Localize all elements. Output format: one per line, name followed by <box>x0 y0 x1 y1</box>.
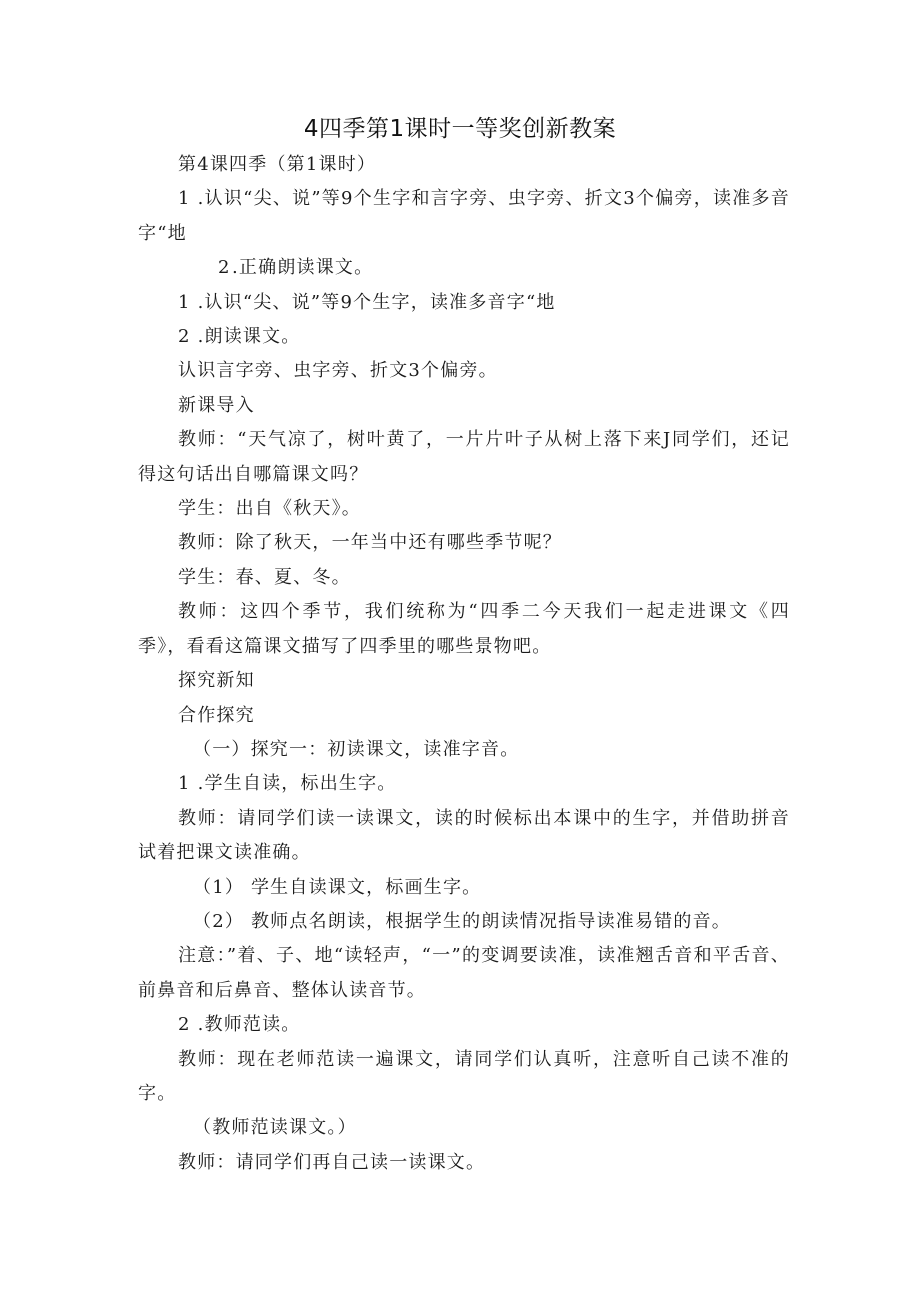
lesson-heading: 第4课四季（第1课时） <box>178 154 377 175</box>
dialogue-paragraph: 教师：“天气凉了，树叶黄了，一片片叶子从树上落下来J同学们，还记得这句话出自哪篇课文吗？ <box>138 429 790 485</box>
objective-2-text: .正确朗读课文。 <box>232 257 374 279</box>
dialogue-paragraph: 教师：请同学们再自己读一读课文。 <box>178 1151 486 1173</box>
section-heading-cooperate: 合作探究 <box>178 704 255 726</box>
step-item: （1） 学生自读课文，标画生字。 <box>193 876 482 898</box>
key-point-1: 1 .认识“尖、说”等9个生字，读准多音字“地 <box>178 291 556 313</box>
step-heading: 1 .学生自读，标出生字。 <box>178 773 397 795</box>
step-item: （2） 教师点名朗读，根据学生的朗读情况指导读准易错的音。 <box>193 910 731 932</box>
document-body <box>138 148 790 1180</box>
dialogue-paragraph: 教师：请同学们读一读课文，读的时候标出本课中的生字，并借助拼音试着把课文读准确。 <box>138 807 790 864</box>
dialogue-paragraph: 学生：出自《秋天》。 <box>178 498 361 520</box>
stage-direction: （教师范读课文。） <box>193 1117 357 1139</box>
dialogue-paragraph: 教师：这四个季节，我们统称为“四季二今天我们一起走进课文《四季》，看看这篇课文描写了四季里的哪些景物吧。 <box>138 601 790 657</box>
dialogue-paragraph: 学生：春、夏、冬。 <box>178 566 351 588</box>
document-title: 4四季第1课时一等奖创新教案 <box>303 116 617 142</box>
step-heading: 2 .教师范读。 <box>178 1014 301 1036</box>
dialogue-paragraph: 教师：除了秋天，一年当中还有哪些季节呢？ <box>178 532 562 554</box>
key-point-2: 2 .朗读课文。 <box>178 326 301 348</box>
section-heading-intro: 新课导入 <box>178 394 255 416</box>
note-paragraph: 注意：”着、子、地“读轻声，“一”的变调要读准，读准翘舌音和平舌音、前鼻音和后鼻音、整体认读音节。 <box>138 945 790 1001</box>
dialogue-paragraph: 教师：现在老师范读一遍课文，请同学们认真听，注意听自己读不准的字。 <box>138 1048 790 1104</box>
difficult-point: 认识言字旁、虫字旁、折文3个偏旁。 <box>178 360 498 382</box>
section-heading-explore: 探究新知 <box>178 670 255 692</box>
sub-section-heading: （一）探究一：初读课文，读准字音。 <box>193 738 520 760</box>
objective-2 <box>138 251 790 285</box>
objective-2-number: 2 <box>218 257 231 279</box>
objective-1: 1 .认识“尖、说”等9个生字和言字旁、虫字旁、折文3个偏旁，读准多音字“地 <box>138 188 790 244</box>
